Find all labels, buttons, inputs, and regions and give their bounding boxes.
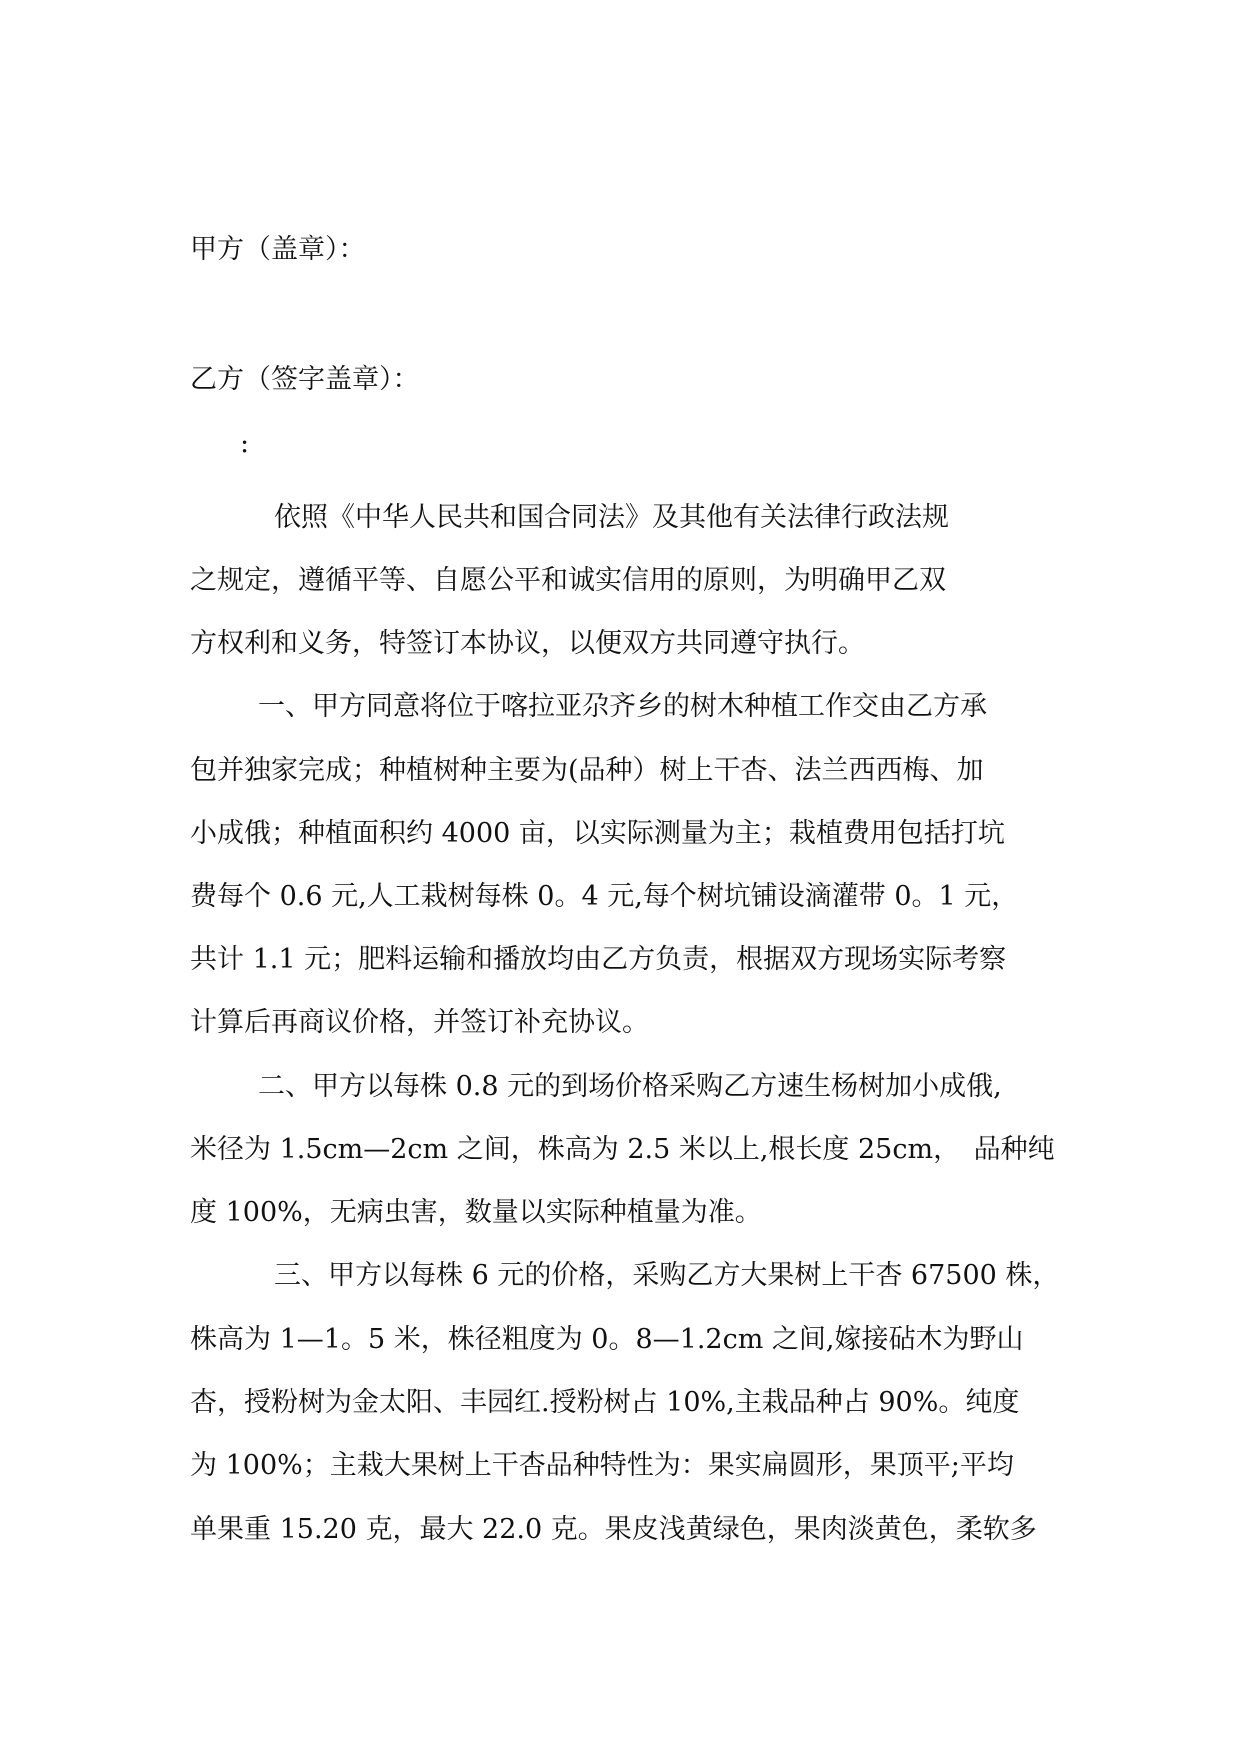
clause2-line-3: 度 100%，无病虫害，数量以实际种植量为准。 — [190, 1197, 762, 1228]
clause1-line-4: 费每个 0.6 元,人工栽树每株 0。4 元,每个树坑铺设滴灌带 0。1 元， — [190, 881, 1019, 912]
clause2-line-1: 二、甲方以每株 0.8 元的到场价格采购乙方速生杨树加小成俄, — [258, 1071, 1002, 1102]
intro-line-1: 依照《中华人民共和国合同法》及其他有关法律行政法规 — [274, 502, 949, 533]
clause3-line-4: 为 100%；主栽大果树上干杏品种特性为：果实扁圆形，果顶平;平均 — [190, 1450, 1014, 1481]
clause3-line-1: 三、甲方以每株 6 元的价格，采购乙方大果树上干杏 67500 株， — [274, 1260, 1060, 1291]
party-b-signature-line: 乙方（签字盖章）： — [190, 364, 420, 395]
intro-line-2: 之规定，遵循平等、自愿公平和诚实信用的原则，为明确甲乙双 — [190, 565, 946, 596]
clause1-line-1: 一、甲方同意将位于喀拉亚尕齐乡的树木种植工作交由乙方承 — [258, 691, 987, 722]
clause1-line-5: 共计 1.1 元；肥料运输和播放均由乙方负责，根据双方现场实际考察 — [190, 944, 1007, 975]
clause1-line-2: 包并独家完成；种植树种主要为(品种）树上干杏、法兰西西梅、加 — [190, 755, 984, 786]
clause2-line-2: 米径为 1.5cm—2cm 之间，株高为 2.5 米以上,根长度 25cm， 品种纯 — [190, 1134, 1055, 1165]
clause1-line-3: 小成俄；种植面积约 4000 亩，以实际测量为主；栽植费用包括打坑 — [190, 818, 1005, 849]
clause3-line-5: 单果重 15.20 克，最大 22.0 克。果皮浅黄绿色，果肉淡黄色，柔软多 — [190, 1514, 1037, 1545]
clause1-line-6: 计算后再商议价格，并签订补充协议。 — [190, 1007, 649, 1038]
intro-line-3: 方权利和义务，特签订本协议，以便双方共同遵守执行。 — [190, 628, 865, 659]
clause3-line-2: 株高为 1—1。5 米，株径粗度为 0。8—1.2cm 之间,嫁接砧木为野山 — [190, 1324, 1024, 1355]
colon-mark: : — [240, 428, 250, 459]
party-a-signature-line: 甲方（盖章）： — [190, 234, 366, 265]
clause3-line-3: 杏，授粉树为金太阳、丰园红.授粉树占 10%,主栽品种占 90%。纯度 — [190, 1387, 1020, 1418]
